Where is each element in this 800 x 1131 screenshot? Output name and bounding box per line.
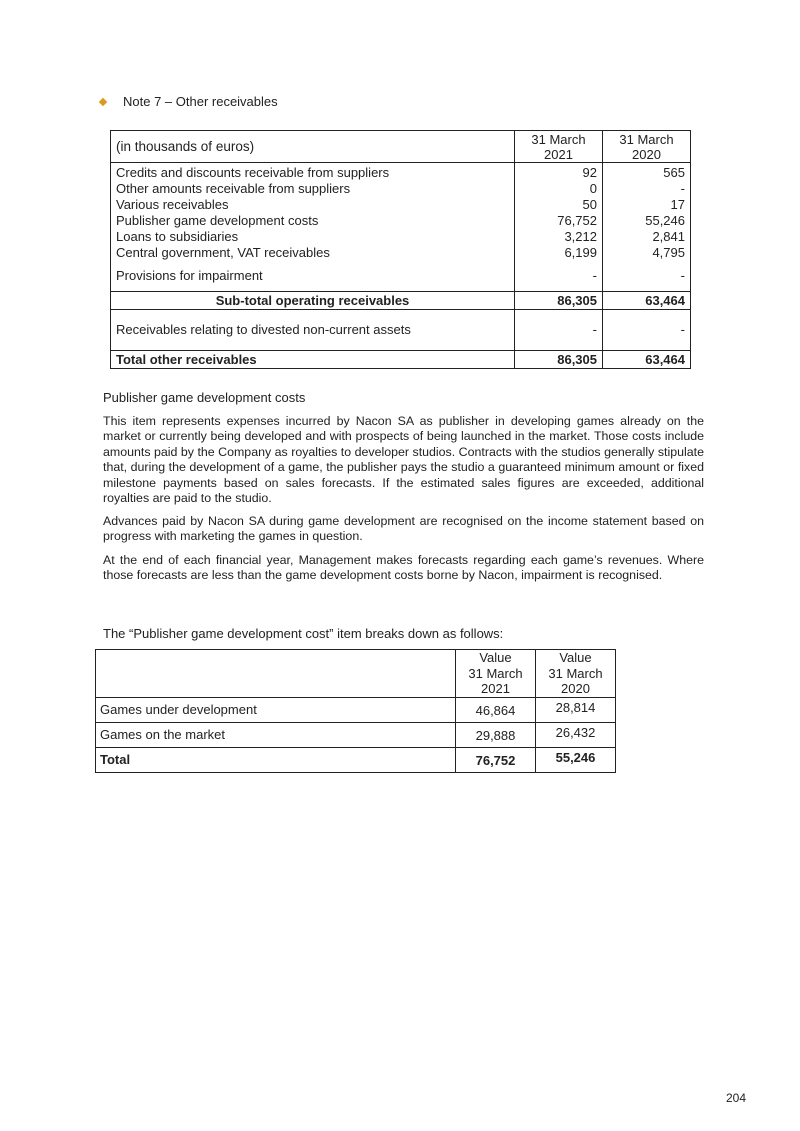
row-value-2021: 29,888 <box>456 722 536 747</box>
row-label: Publisher game development costs <box>111 213 515 229</box>
row-label: Other amounts receivable from suppliers <box>111 181 515 197</box>
game-dev-cost-table <box>95 649 616 773</box>
section-title: Publisher game development costs <box>103 390 306 405</box>
table-row <box>111 245 691 261</box>
row-value-2020: 565 <box>603 163 691 182</box>
table-row <box>111 261 691 287</box>
row-value-2021: 46,864 <box>456 697 536 722</box>
row-label: Various receivables <box>111 197 515 213</box>
header-empty <box>96 650 456 698</box>
table-row <box>111 197 691 213</box>
row-value-2020: 26,432 <box>536 722 616 747</box>
subtotal-2021: 86,305 <box>515 292 603 310</box>
note-heading <box>100 94 278 109</box>
total-row <box>96 747 616 772</box>
header-2021: 31 March 2021 <box>515 131 603 163</box>
header-2021: Value 31 March 2021 <box>456 650 536 698</box>
divested-label: Receivables relating to divested non-current assets <box>111 310 515 351</box>
row-value-2020: - <box>603 261 691 287</box>
table-header-row <box>111 131 691 163</box>
subtotal-2020: 63,464 <box>603 292 691 310</box>
other-receivables-table <box>110 130 691 369</box>
table-row <box>111 163 691 182</box>
page-number: 204 <box>726 1091 747 1105</box>
total-2021: 86,305 <box>515 351 603 369</box>
row-value-2020: 28,814 <box>536 697 616 722</box>
header-2020: Value 31 March 2020 <box>536 650 616 698</box>
table-row <box>96 722 616 747</box>
row-value-2021: 0 <box>515 181 603 197</box>
total-2020: 63,464 <box>603 351 691 369</box>
table-intro: The “Publisher game development cost” item breaks down as follows: <box>103 626 504 641</box>
row-label: Games on the market <box>96 722 456 747</box>
header-2020: 31 March 2020 <box>603 131 691 163</box>
row-value-2021: 92 <box>515 163 603 182</box>
table-row <box>111 213 691 229</box>
row-value-2020: - <box>603 181 691 197</box>
divested-2020: - <box>603 310 691 351</box>
paragraph: Advances paid by Nacon SA during game development are recognised on the income statement based on progress with marketing the games in question. <box>103 514 704 544</box>
divested-2021: - <box>515 310 603 351</box>
paragraph: At the end of each financial year, Management makes forecasts regarding each game’s revenues. Where those forecasts are less than the game development costs borne by Nacon, impairment is recognised. <box>103 553 704 583</box>
subtotal-row <box>111 292 691 310</box>
row-value-2021: 76,752 <box>515 213 603 229</box>
row-label: Central government, VAT receivables <box>111 245 515 261</box>
table-row <box>111 229 691 245</box>
subtotal-label: Sub-total operating receivables <box>111 292 515 310</box>
row-label: Loans to subsidiaries <box>111 229 515 245</box>
total-label: Total other receivables <box>111 351 515 369</box>
row-label: Provisions for impairment <box>111 261 515 287</box>
row-value-2020: 4,795 <box>603 245 691 261</box>
paragraph: This item represents expenses incurred by Nacon SA as publisher in developing games already on the market or currently being developed and with prospects of being launched in the market. Those costs include amounts paid by the Company as royalties to developer studios. Contracts with the studios generally stipulate that, during the development of a game, the publisher pays the studio a guaranteed minimum amount or fixed milestone payments based on sales forecasts. If the estimated sales figures are exceeded, additional royalties are paid to the studio. <box>103 414 704 506</box>
row-value-2021: 50 <box>515 197 603 213</box>
divested-row <box>111 310 691 351</box>
header-label: (in thousands of euros) <box>111 131 515 163</box>
row-value-2020: 17 <box>603 197 691 213</box>
diamond-bullet-icon <box>99 98 107 106</box>
row-value-2021: 6,199 <box>515 245 603 261</box>
row-value-2021: 3,212 <box>515 229 603 245</box>
row-value-2020: 2,841 <box>603 229 691 245</box>
total-2020: 55,246 <box>536 747 616 772</box>
row-value-2020: 55,246 <box>603 213 691 229</box>
table-header-row <box>96 650 616 698</box>
row-value-2021: - <box>515 261 603 287</box>
row-label: Credits and discounts receivable from suppliers <box>111 163 515 182</box>
table-row <box>96 697 616 722</box>
total-row <box>111 351 691 369</box>
total-label: Total <box>96 747 456 772</box>
table-row <box>111 181 691 197</box>
note-title: Note 7 – Other receivables <box>123 94 278 109</box>
row-label: Games under development <box>96 697 456 722</box>
total-2021: 76,752 <box>456 747 536 772</box>
